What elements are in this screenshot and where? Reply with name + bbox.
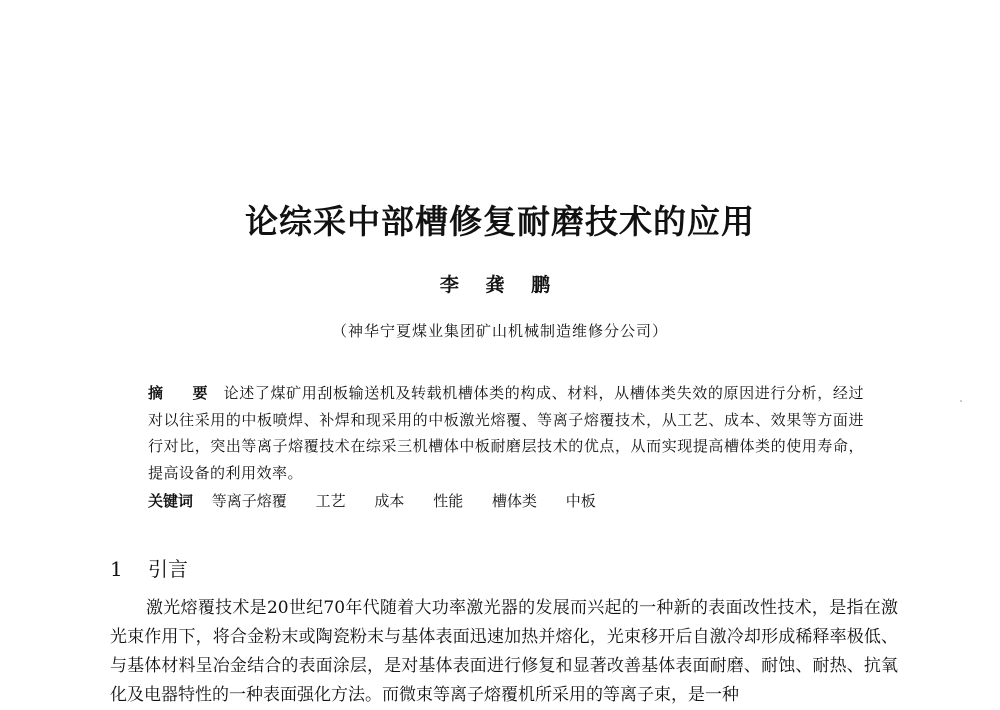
section-heading: [110, 555, 188, 583]
author-name: 李 龚 鹏: [439, 274, 561, 296]
keywords: [148, 489, 864, 513]
keyword: 成本: [374, 492, 405, 510]
section-number: 1: [110, 557, 123, 581]
keywords-label: 关键词: [148, 492, 194, 510]
author-affiliation: （神华宁夏煤业集团矿山机械制造维修分公司）: [331, 322, 668, 340]
keyword: 中板: [565, 492, 596, 510]
abstract-text: 论述了煤矿用刮板输送机及转载机槽体类的构成、材料，从槽体类失效的原因进行分析，经过对以往采用的中板喷焊、补焊和现采用的中板激光熔覆、等离子熔覆技术，从工艺、成本、效果等方面进行对比，突出等离子熔覆技术在综采三机槽体中板耐磨层技术的优点，从而实现提高槽体类的使用寿命，提高设备的利用效率。: [148, 384, 864, 482]
section-title: 引言: [148, 557, 188, 581]
scan-speck: [960, 400, 962, 402]
keyword: 槽体类: [491, 492, 537, 510]
abstract-label: 摘 要: [148, 384, 220, 402]
paper-title: 论综采中部槽修复耐磨技术的应用: [245, 202, 755, 241]
body-paragraph: 激光熔覆技术是20世纪70年代随着大功率激光器的发展而兴起的一种新的表面改性技术，是指在激光束作用下，将合金粉末或陶瓷粉末与基体表面迅速加热并熔化，光束移开后自激冷却形成稀释率极低、与基体材料呈冶金结合的表面涂层，是对基体表面进行修复和显著改善基体表面耐磨、耐蚀、耐热、抗氧化及电器特性的一种表面强化方法。而微束等离子熔覆机所采用的等离子束，是一种: [110, 598, 898, 705]
abstract: [148, 380, 864, 486]
keyword: 等离子熔覆: [211, 492, 287, 510]
keyword: 性能: [433, 492, 464, 510]
keyword: 工艺: [315, 492, 346, 510]
